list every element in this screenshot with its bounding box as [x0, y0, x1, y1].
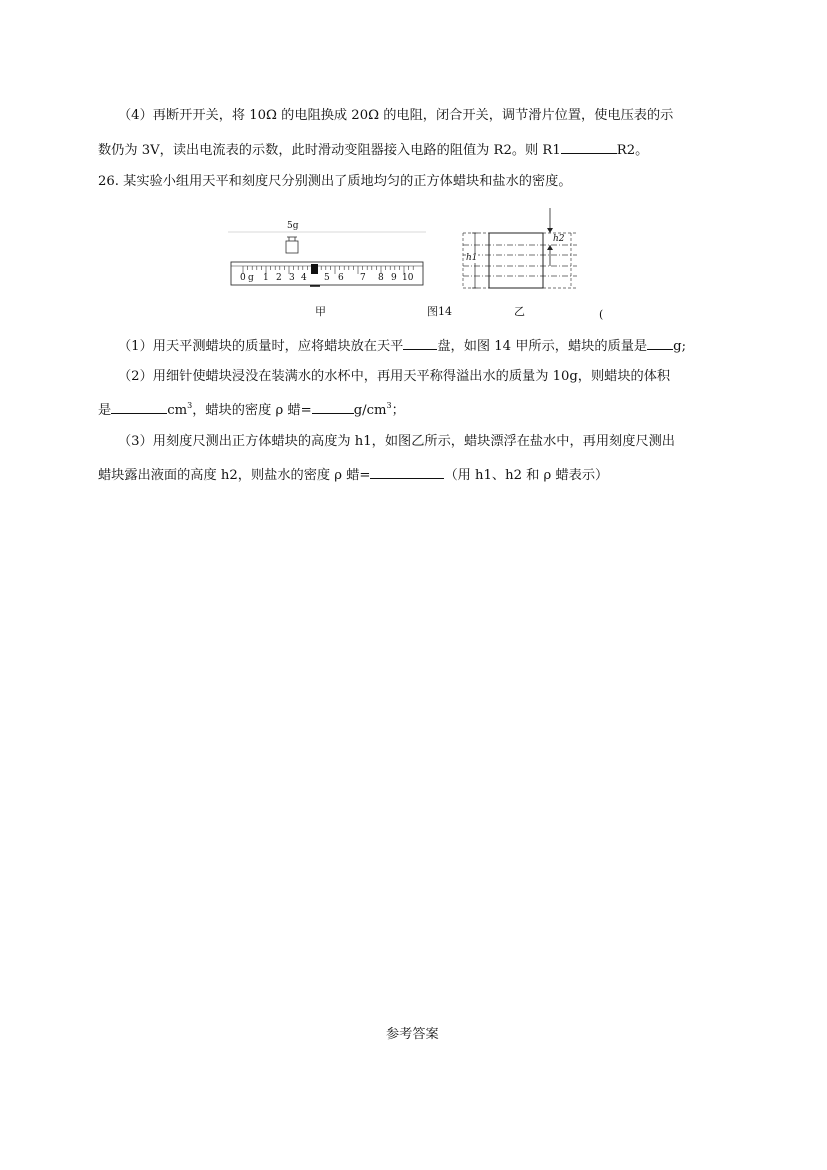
q26-part2-unit1: cm — [167, 403, 188, 418]
tick-label: 4 — [301, 273, 307, 283]
q26-part3-line1: （3）用刻度尺测出正方体蜡块的高度为 h1，如图乙所示，蜡块漂浮在盐水中，再用刻度尺测出 — [118, 434, 675, 449]
q26-part2-line1: （2）用细针使蜡块浸没在装满水的水杯中，再用天平称得溢出水的质量为 10g，则蜡块的体积 — [118, 369, 671, 384]
stray-paren: ( — [599, 308, 604, 321]
figure-balance-scale — [228, 220, 426, 292]
label-h2: h2 — [553, 234, 565, 244]
q26-part2-line2 — [98, 399, 405, 421]
answer-blank[interactable] — [312, 399, 354, 414]
tick-label: 2 — [276, 273, 282, 283]
caption-figure-14: 图14 — [427, 305, 452, 318]
q26-part1-mid: 盘，如图 14 甲所示，蜡块的质量是 — [437, 339, 648, 354]
q26-part3-end: （用 h1、h2 和 ρ 蜡表示） — [444, 468, 609, 483]
tick-label: 8 — [378, 273, 384, 283]
label-h1: h1 — [466, 253, 478, 263]
q26-part2-text: 是 — [98, 403, 112, 418]
answer-blank[interactable] — [111, 399, 167, 414]
tick-label: 1 — [263, 273, 269, 283]
q26-part3-text: 蜡块露出液面的高度 h2，则盐水的密度 ρ 蜡= — [98, 468, 371, 483]
caption-jia: 甲 — [315, 305, 326, 318]
answer-blank[interactable] — [647, 335, 673, 350]
rider-marker — [311, 264, 318, 274]
superscript-3: 3 — [187, 401, 193, 410]
tick-label: 3 — [289, 273, 295, 283]
floating-block-drawing — [455, 208, 585, 294]
tick-label: g — [248, 273, 254, 283]
superscript-3: 3 — [386, 401, 392, 410]
q26-stem: 26. 某实验小组用天平和刻度尺分别测出了质地均匀的正方体蜡块和盐水的密度。 — [98, 174, 572, 189]
tick-label: 10 — [402, 273, 414, 283]
tick-label: 7 — [360, 273, 366, 283]
weight-label: 5g — [287, 221, 299, 231]
answer-blank[interactable] — [370, 464, 444, 479]
figure-floating-block — [455, 208, 585, 294]
q25-part4-line1: （4）再断开开关，将 10Ω 的电阻换成 20Ω 的电阻，闭合开关，调节滑片位置，使电压表的示 — [118, 108, 674, 123]
answers-heading: 参考答案 — [386, 1027, 439, 1042]
q26-part2-end: ； — [391, 403, 405, 418]
q25-part4-line2-text: 数仍为 3V，读出电流表的示数，此时滑动变阻器接入电路的阻值为 R2。则 R1 — [98, 143, 561, 158]
tick-label: 6 — [338, 273, 344, 283]
q26-part1 — [118, 335, 686, 357]
q26-part3-line2 — [98, 464, 608, 486]
caption-yi: 乙 — [514, 305, 525, 318]
q26-part2-unit2: g/cm — [353, 403, 387, 418]
q25-part4-line2-end: R2。 — [616, 143, 649, 158]
q26-part2-mid: ，蜡块的密度 ρ 蜡= — [192, 403, 312, 418]
answer-blank[interactable] — [561, 139, 617, 154]
q25-part4-line2 — [98, 139, 648, 161]
q26-part1-text: （1）用天平测蜡块的质量时，应将蜡块放在天平 — [118, 339, 404, 354]
tick-label: 5 — [324, 273, 330, 283]
tick-label: 0 — [240, 273, 246, 283]
answer-blank[interactable] — [403, 335, 437, 350]
tick-label: 9 — [391, 273, 397, 283]
q26-part1-end: g; — [673, 339, 687, 354]
